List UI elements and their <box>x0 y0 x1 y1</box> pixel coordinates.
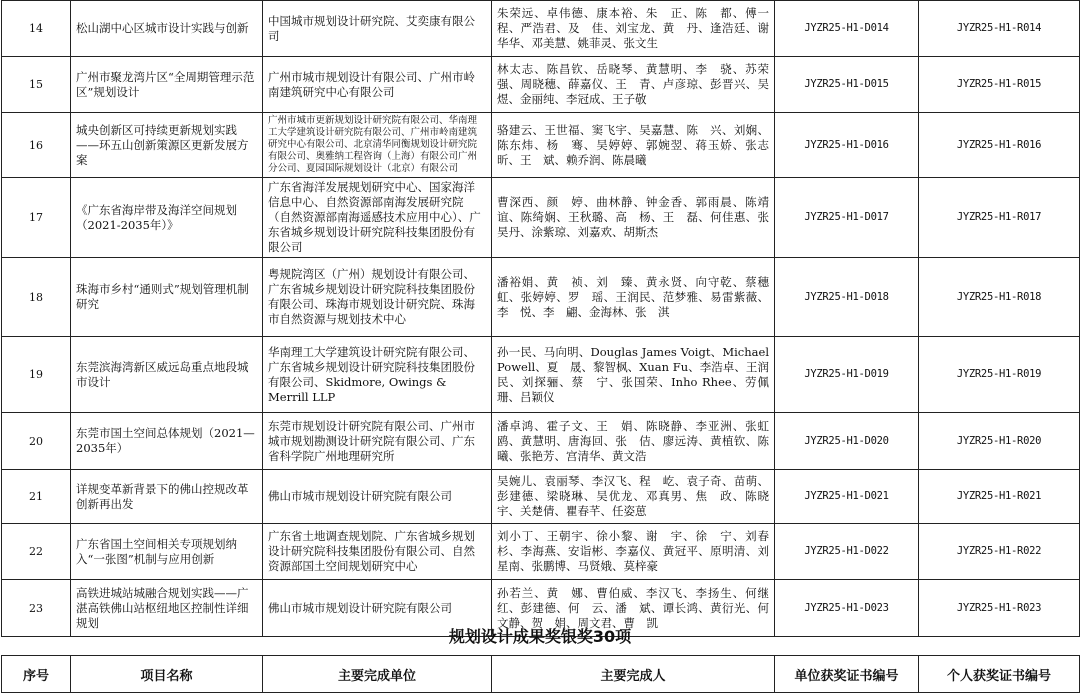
project-name: 东莞市国土空间总体规划（2021—2035年） <box>71 413 263 470</box>
project-name: 《广东省海岸带及海洋空间规划（2021-2035年）》 <box>71 178 263 258</box>
personal-cert-number: JYZR25-H1-R019 <box>919 337 1080 413</box>
column-header-project-name: 项目名称 <box>71 656 263 693</box>
row-number: 17 <box>2 178 71 258</box>
project-name: 东莞滨海湾新区威远岛重点地段城市设计 <box>71 337 263 413</box>
personal-cert-number: JYZR25-H1-R020 <box>919 413 1080 470</box>
completing-units: 华南理工大学建筑设计研究院有限公司、广东省城乡规划设计研究院科技集团股份有限公司、Skidmore, Owings & Merrill LLP <box>263 337 492 413</box>
personal-cert-number: JYZR25-H1-R018 <box>919 258 1080 337</box>
row-number: 18 <box>2 258 71 337</box>
row-number: 19 <box>2 337 71 413</box>
completing-people: 孙一民、马向明、Douglas James Voigt、Michael Powell、夏 晟、黎智枫、Xuan Fu、李浩卓、王润民、刘探骊、蔡 宁、张国荣、Inho Rhee、劳佩珊、吕颖仪 <box>492 337 775 413</box>
completing-people: 潘卓鸿、霍子文、王 娟、陈晓静、李亚洲、张虹鸥、黄慧明、唐海回、张 佶、廖远涛、黄植钦、陈 曦、张艳芳、宫清华、黄文浩 <box>492 413 775 470</box>
completing-people: 潘裕娟、黄 祯、刘 臻、黄永贤、向守乾、蔡穗虹、张婷婷、罗 瑶、王润民、范梦雅、易雷紫薇、李 悦、李 翩、金海林、张 淇 <box>492 258 775 337</box>
unit-cert-number: JYZR25-H1-D015 <box>775 57 919 113</box>
completing-units: 粤规院湾区（广州）规划设计有限公司、广东省城乡规划设计研究院科技集团股份有限公司、珠海市规划设计研究院、珠海市自然资源与规划技术中心 <box>263 258 492 337</box>
project-name: 广州市聚龙湾片区“全周期管理示范区”规划设计 <box>71 57 263 113</box>
completing-units: 广东省土地调查规划院、广东省城乡规划设计研究院科技集团股份有限公司、自然资源部国土空间规划研究中心 <box>263 524 492 580</box>
completing-people: 孙若兰、黄 娜、曹伯威、李汉飞、李扬生、何继红、彭建德、何 云、潘 斌、谭长鸿、黄衍光、何文静、贺 娟、周文君、曹 凯 <box>492 580 775 637</box>
table-row <box>2 113 1080 178</box>
column-header-number: 序号 <box>2 656 71 693</box>
table-row <box>2 57 1080 113</box>
project-name: 广东省国土空间相关专项规划纳入“一张图”机制与应用创新 <box>71 524 263 580</box>
table-row <box>2 258 1080 337</box>
award-table-gold <box>1 0 1080 637</box>
row-number: 23 <box>2 580 71 637</box>
table-row <box>2 1 1080 57</box>
personal-cert-number: JYZR25-H1-R021 <box>919 470 1080 524</box>
completing-units: 中国城市规划设计研究院、艾奕康有限公司 <box>263 1 492 57</box>
table-row <box>2 178 1080 258</box>
completing-units: 东莞市规划设计研究院有限公司、广州市城市规划勘测设计研究院有限公司、广东省科学院广州地理研究所 <box>263 413 492 470</box>
completing-units: 佛山市城市规划设计研究院有限公司 <box>263 470 492 524</box>
personal-cert-number: JYZR25-H1-R014 <box>919 1 1080 57</box>
personal-cert-number: JYZR25-H1-R015 <box>919 57 1080 113</box>
section-title: 规划设计成果奖银奖30项 <box>448 627 632 646</box>
unit-cert-number: JYZR25-H1-D014 <box>775 1 919 57</box>
row-number: 20 <box>2 413 71 470</box>
unit-cert-number: JYZR25-H1-D019 <box>775 337 919 413</box>
project-name: 详规变革新背景下的佛山控规改革创新再出发 <box>71 470 263 524</box>
completing-units: 佛山市城市规划设计研究院有限公司 <box>263 580 492 637</box>
unit-cert-number: JYZR25-H1-D023 <box>775 580 919 637</box>
column-header-unit-cert: 单位获奖证书编号 <box>775 656 919 693</box>
row-number: 15 <box>2 57 71 113</box>
personal-cert-number: JYZR25-H1-R017 <box>919 178 1080 258</box>
unit-cert-number: JYZR25-H1-D017 <box>775 178 919 258</box>
unit-cert-number: JYZR25-H1-D022 <box>775 524 919 580</box>
header-row <box>2 656 1080 693</box>
table-row <box>2 524 1080 580</box>
personal-cert-number: JYZR25-H1-R016 <box>919 113 1080 178</box>
unit-cert-number: JYZR25-H1-D020 <box>775 413 919 470</box>
project-name: 城央创新区可持续更新规划实践——环五山创新策源区更新发展方案 <box>71 113 263 178</box>
unit-cert-number: JYZR25-H1-D018 <box>775 258 919 337</box>
row-number: 16 <box>2 113 71 178</box>
unit-cert-number: JYZR25-H1-D021 <box>775 470 919 524</box>
row-number: 22 <box>2 524 71 580</box>
column-header-personal-cert: 个人获奖证书编号 <box>919 656 1080 693</box>
table-row <box>2 413 1080 470</box>
completing-people: 林太志、陈昌钦、岳晓琴、黄慧明、李 骁、苏荣强、周晓穗、薛嘉仪、王 青、卢彦琼、彭晋兴、吴 煜、金丽纯、李冠成、王子敬 <box>492 57 775 113</box>
column-header-units: 主要完成单位 <box>263 656 492 693</box>
project-name: 珠海市乡村“通则式”规划管理机制研究 <box>71 258 263 337</box>
unit-cert-number: JYZR25-H1-D016 <box>775 113 919 178</box>
completing-people: 刘小丁、王朝宇、徐小黎、谢 宇、徐 宁、刘春杉、李海燕、安诣彬、李嘉仪、黄冠平、原明清、刘星南、张鹏博、马贤娥、莫梓豪 <box>492 524 775 580</box>
personal-cert-number: JYZR25-H1-R023 <box>919 580 1080 637</box>
personal-cert-number: JYZR25-H1-R022 <box>919 524 1080 580</box>
table-row <box>2 337 1080 413</box>
completing-people: 朱荣远、卓伟德、康本裕、朱 正、陈 都、傅一程、严浩君、及 佳、刘宝龙、黄 丹、逢浩廷、谢华华、邓美慧、姚菲灵、张文生 <box>492 1 775 57</box>
column-header-people: 主要完成人 <box>492 656 775 693</box>
completing-people: 吴婉儿、袁丽琴、李汉飞、程 屹、袁子奇、苗萌、彭建德、梁晓琳、吴优龙、邓真男、焦 政、陈晓宇、关楚倩、瞿春芊、任姿葸 <box>492 470 775 524</box>
completing-people: 曹深西、颜 婷、曲林静、钟金香、郭雨晨、陈靖谊、陈绮娴、王秋璐、高 杨、王 磊、何佳惠、张昊丹、涂紫琼、刘嘉欢、胡斯杰 <box>492 178 775 258</box>
project-name: 松山湖中心区城市设计实践与创新 <box>71 1 263 57</box>
completing-units: 广州市城市更新规划设计研究院有限公司、华南理工大学建筑设计研究院有限公司、广州市岭南建筑研究中心有限公司、北京清华同衡规划设计研究院有限公司、奥雅纳工程咨询（上海）有限公司广州分公司、夏园国际规划设计（北京）有限公司 <box>263 113 492 178</box>
completing-units: 广州市城市规划设计有限公司、广州市岭南建筑研究中心有限公司 <box>263 57 492 113</box>
completing-units: 广东省海洋发展规划研究中心、国家海洋信息中心、自然资源部南海发展研究院（自然资源部南海遥感技术应用中心）、广东省城乡规划设计研究院科技集团股份有限公司 <box>263 178 492 258</box>
row-number: 14 <box>2 1 71 57</box>
row-number: 21 <box>2 470 71 524</box>
table-row <box>2 470 1080 524</box>
completing-people: 骆建云、王世福、窦飞宇、吴嘉慧、陈 兴、刘娴、陈东炜、杨 骞、吴婷婷、郭婉翌、蒋玉娇、张志昕、王 斌、赖乔润、陈晨曦 <box>492 113 775 178</box>
award-table-silver-header <box>1 655 1080 693</box>
project-name: 高铁进城站城融合规划实践——广湛高铁佛山站枢纽地区控制性详细规划 <box>71 580 263 637</box>
